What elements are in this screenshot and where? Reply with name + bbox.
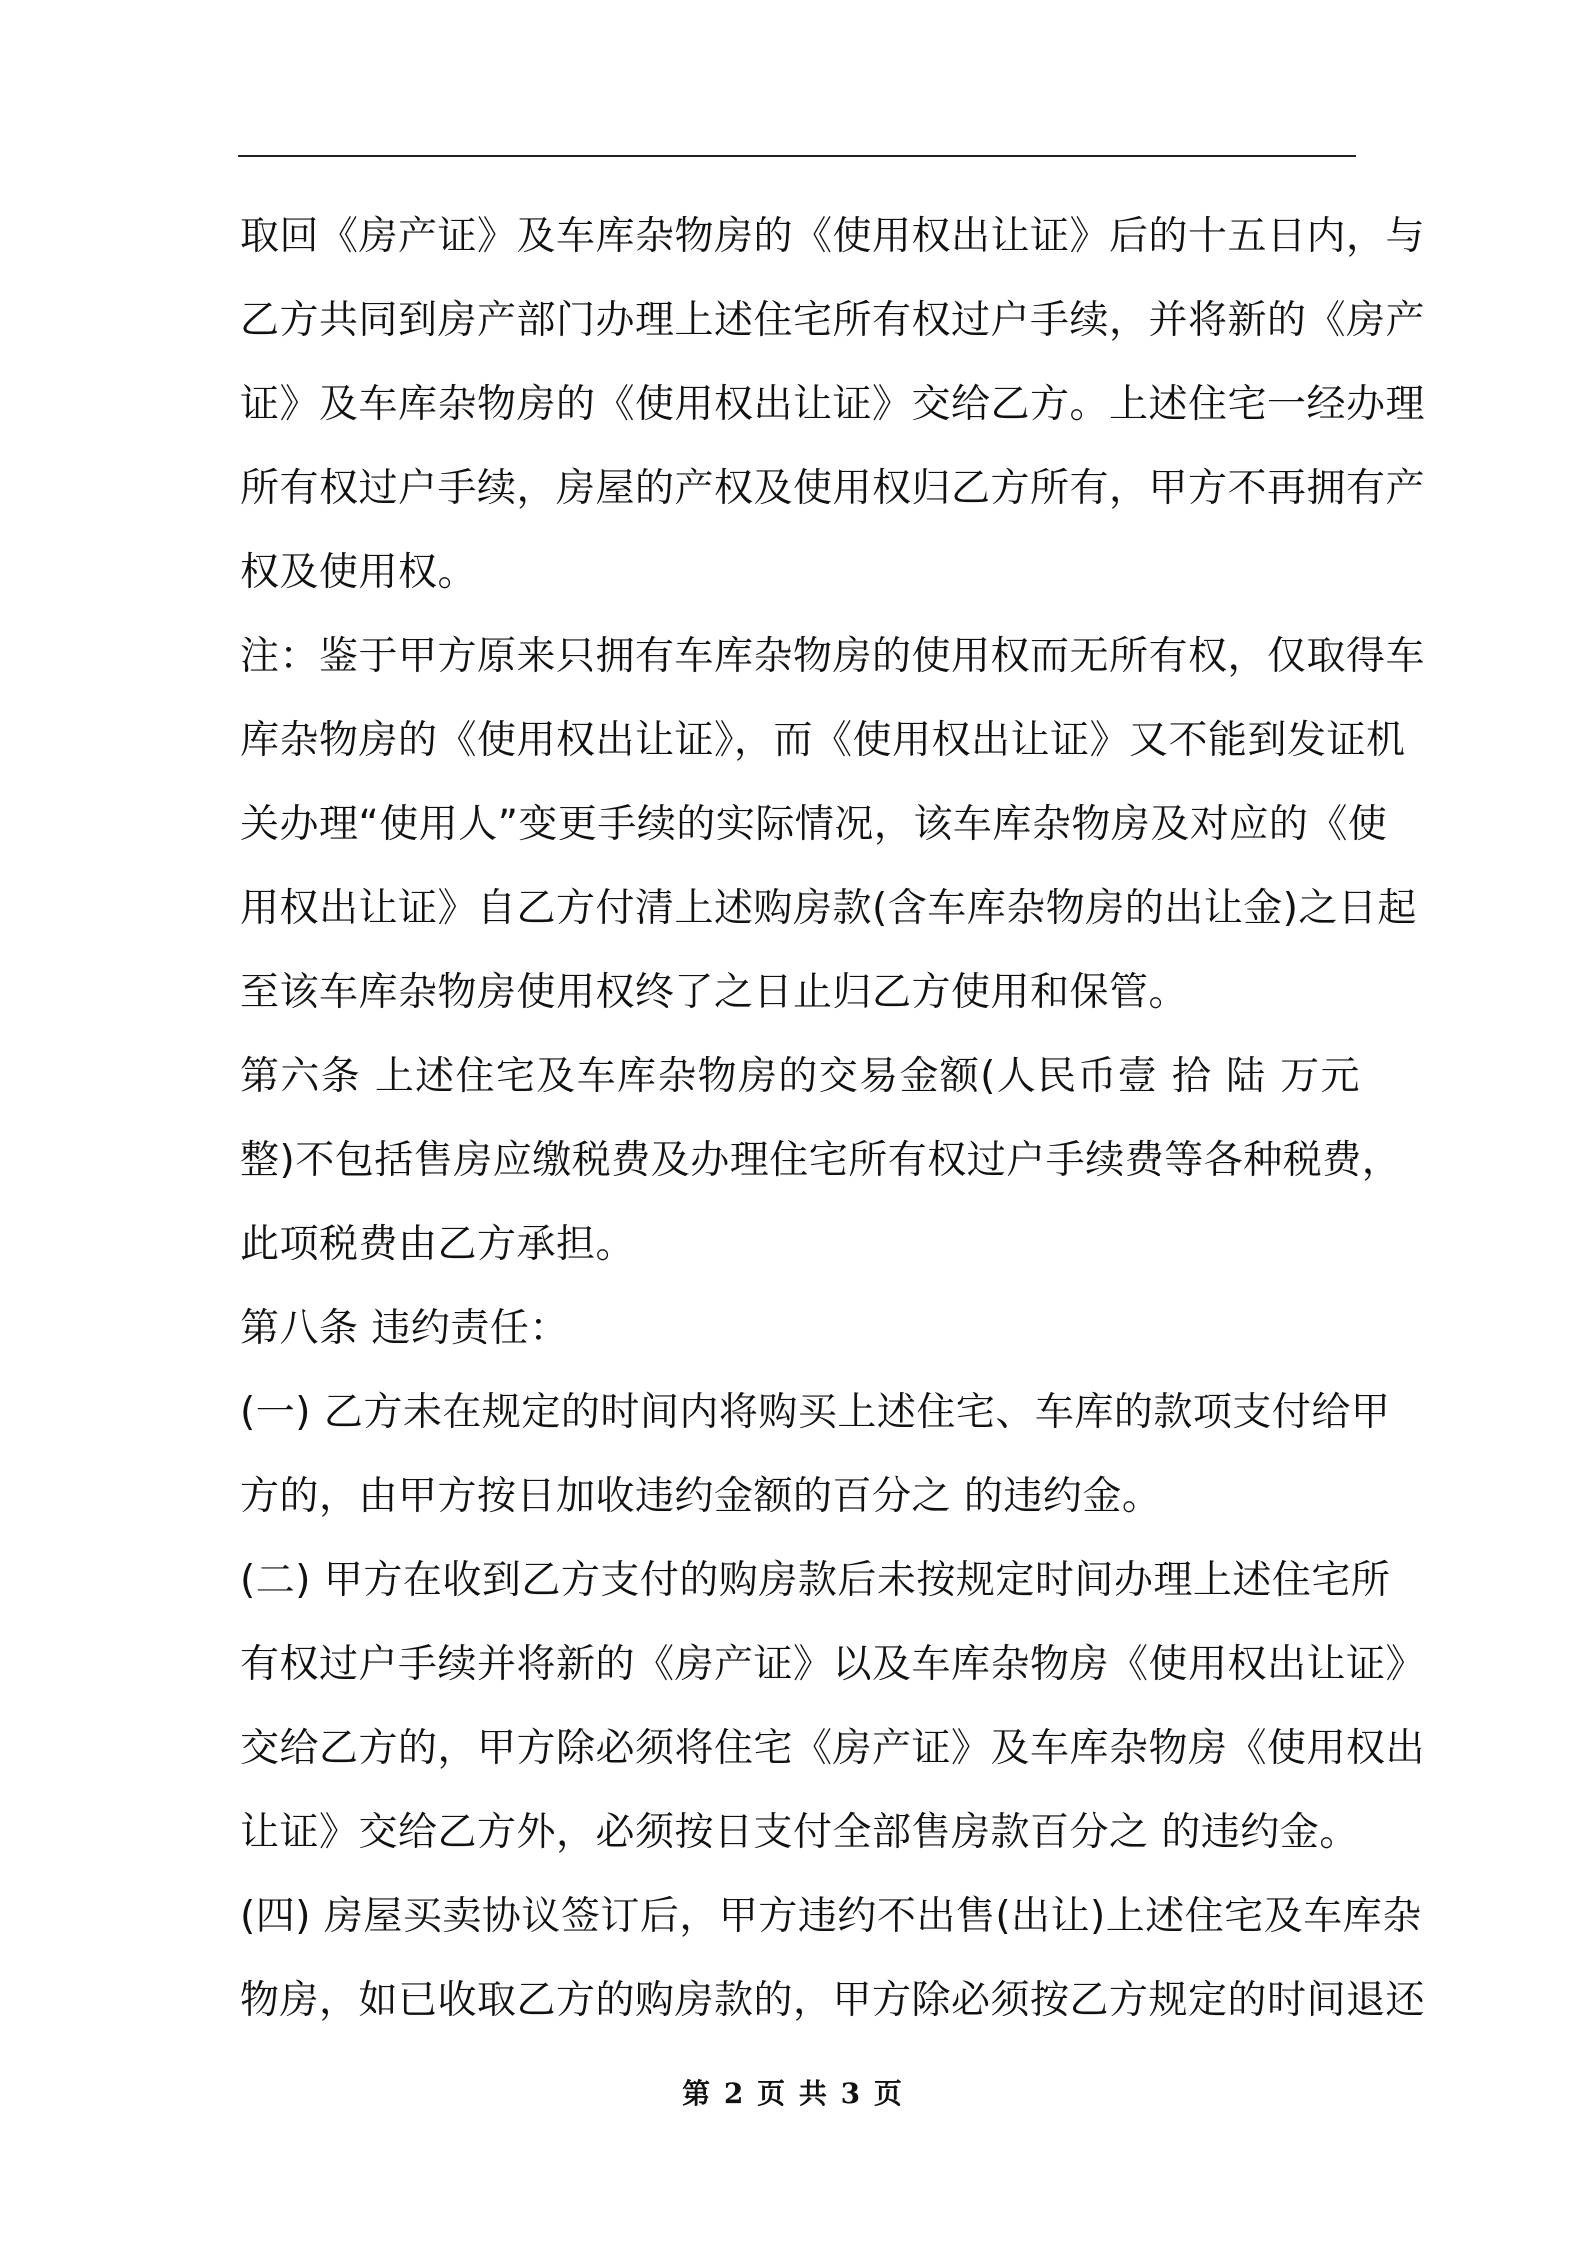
text-line: 关办理“使用人”变更手续的实际情况，该车库杂物房及对应的《使 xyxy=(240,802,1388,847)
text-line: 第六条 上述住宅及车库杂物房的交易金额(人民币壹 拾 陆 万元 xyxy=(240,1054,1360,1099)
text-line: 有权过户手续并将新的《房产证》以及车库杂物房《使用权出让证》 xyxy=(240,1642,1426,1687)
text-line: (一) 乙方未在规定的时间内将购买上述住宅、车库的款项支付给甲 xyxy=(240,1390,1391,1435)
text-line: 方的，由甲方按日加收违约金额的百分之 的违约金。 xyxy=(240,1474,1162,1519)
body-text xyxy=(240,195,1426,2043)
text-line: 整)不包括售房应缴税费及办理住宅所有权过户手续费等各种税费， xyxy=(240,1138,1402,1183)
text-line: 至该车库杂物房使用权终了之日止归乙方使用和保管。 xyxy=(240,970,1189,1015)
text-line: 库杂物房的《使用权出让证》，而《使用权出让证》又不能到发证机 xyxy=(240,718,1406,763)
text-line: 权及使用权。 xyxy=(240,550,478,595)
text-line: 乙方共同到房产部门办理上述住宅所有权过户手续，并将新的《房产 xyxy=(240,298,1426,343)
text-line: (四) 房屋买卖协议签订后，甲方违约不出售(出让)上述住宅及车库杂 xyxy=(240,1894,1422,1939)
page-number-footer: 第 2 页 共 3 页 xyxy=(682,2077,904,2110)
text-line: 取回《房产证》及车库杂物房的《使用权出让证》后的十五日内，与 xyxy=(240,214,1426,259)
text-line: 注：鉴于甲方原来只拥有车库杂物房的使用权而无所有权，仅取得车 xyxy=(240,634,1426,679)
text-line: 让证》交给乙方外，必须按日支付全部售房款百分之 的违约金。 xyxy=(240,1810,1359,1855)
header-rule xyxy=(238,155,1356,157)
text-line: 物房，如已收取乙方的购房款的，甲方除必须按乙方规定的时间退还 xyxy=(240,1978,1426,2023)
text-line: 用权出让证》自乙方付清上述购房款(含车库杂物房的出让金)之日起 xyxy=(240,886,1417,931)
text-line: 第八条 违约责任： xyxy=(240,1306,569,1351)
text-line: 此项税费由乙方承担。 xyxy=(240,1222,636,1267)
text-line: 所有权过户手续，房屋的产权及使用权归乙方所有，甲方不再拥有产 xyxy=(240,466,1426,511)
text-line: (二) 甲方在收到乙方支付的购房款后未按规定时间办理上述住宅所 xyxy=(240,1558,1391,1603)
text-line: 交给乙方的，甲方除必须将住宅《房产证》及车库杂物房《使用权出 xyxy=(240,1726,1426,1771)
text-line: 证》及车库杂物房的《使用权出让证》交给乙方。上述住宅一经办理 xyxy=(240,382,1426,427)
